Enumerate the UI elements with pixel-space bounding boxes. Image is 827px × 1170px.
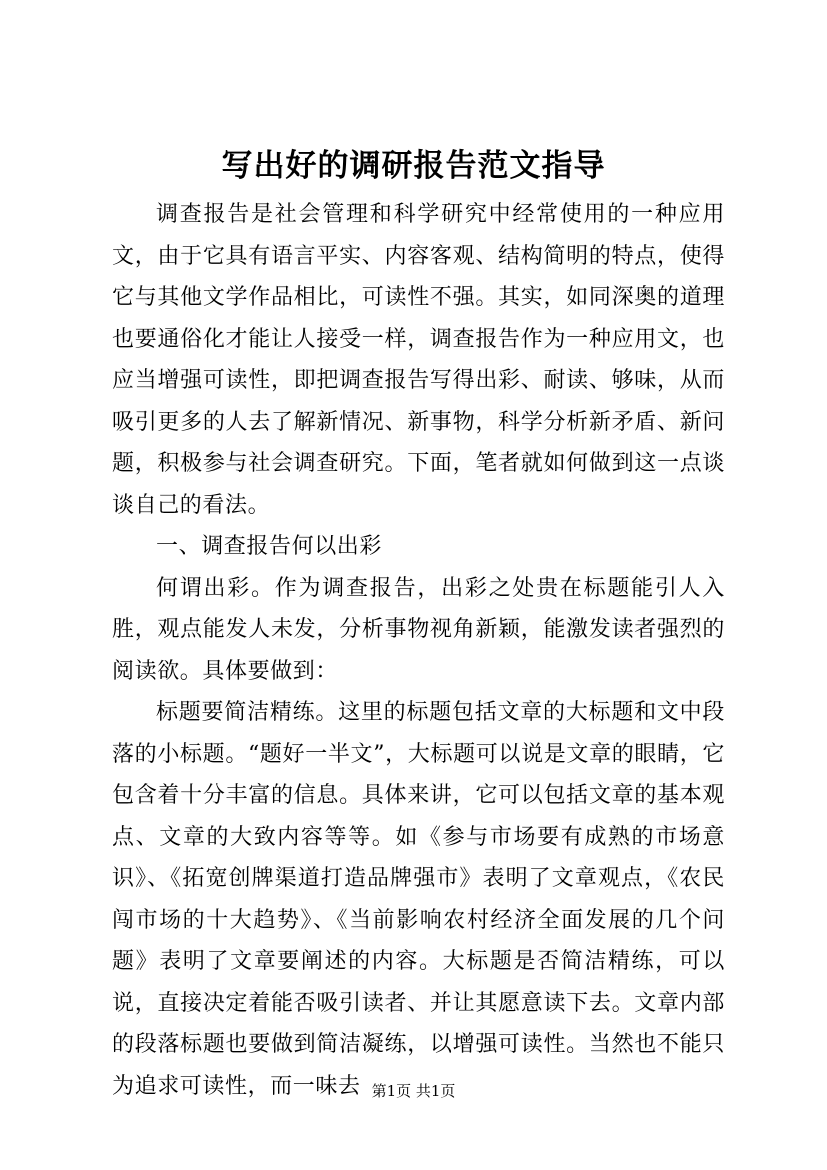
paragraph-definition: 何谓出彩。作为调查报告，出彩之处贵在标题能引人入胜，观点能发人未发，分析事物视角新颖，能激发读者强烈的阅读欲。具体要做到： bbox=[112, 575, 725, 684]
document-body bbox=[112, 194, 725, 1107]
paragraph-intro: 调查报告是社会管理和科学研究中经常使用的一种应用文，由于它具有语言平实、内容客观、结构简明的特点，使得它与其他文学作品相比，可读性不强。其实，如同深奥的道理也要通俗化才能让人接受一样，调查报告作为一种应用文，也应当增强可读性，即把调查报告写得出彩、耐读、够味，从而吸引更多的人去了解新情况、新事物，科学分析新矛盾、新问题，积极参与社会调查研究。下面，笔者就如何做到这一点谈谈自己的看法。 bbox=[112, 202, 725, 518]
paragraph-title-guidance: 标题要简洁精练。这里的标题包括文章的大标题和文中段落的小标题。“题好一半文”，大标题可以说是文章的眼睛，它包含着十分丰富的信息。具体来讲，它可以包括文章的基本观点、文章的大致内容等等。如《参与市场要有成熟的市场意识》、《拓宽创牌渠道打造品牌强市》表明了文章观点，《农民闯市场的十大趋势》、《当前影响农村经济全面发展的几个问题》表明了文章要阐述的内容。大标题是否简洁精练，可以说，直接决定着能否吸引读者、并让其愿意读下去。文章内部的段落标题也要做到简洁凝练，以增强可读性。当然也不能只为追求可读性，而一味去 bbox=[112, 700, 725, 1099]
document-title: 写出好的调研报告范文指导 bbox=[221, 148, 606, 184]
section-heading-1: 一、调查报告何以出彩 bbox=[156, 534, 383, 559]
page-footer: 第1页 共1页 bbox=[371, 1082, 456, 1100]
